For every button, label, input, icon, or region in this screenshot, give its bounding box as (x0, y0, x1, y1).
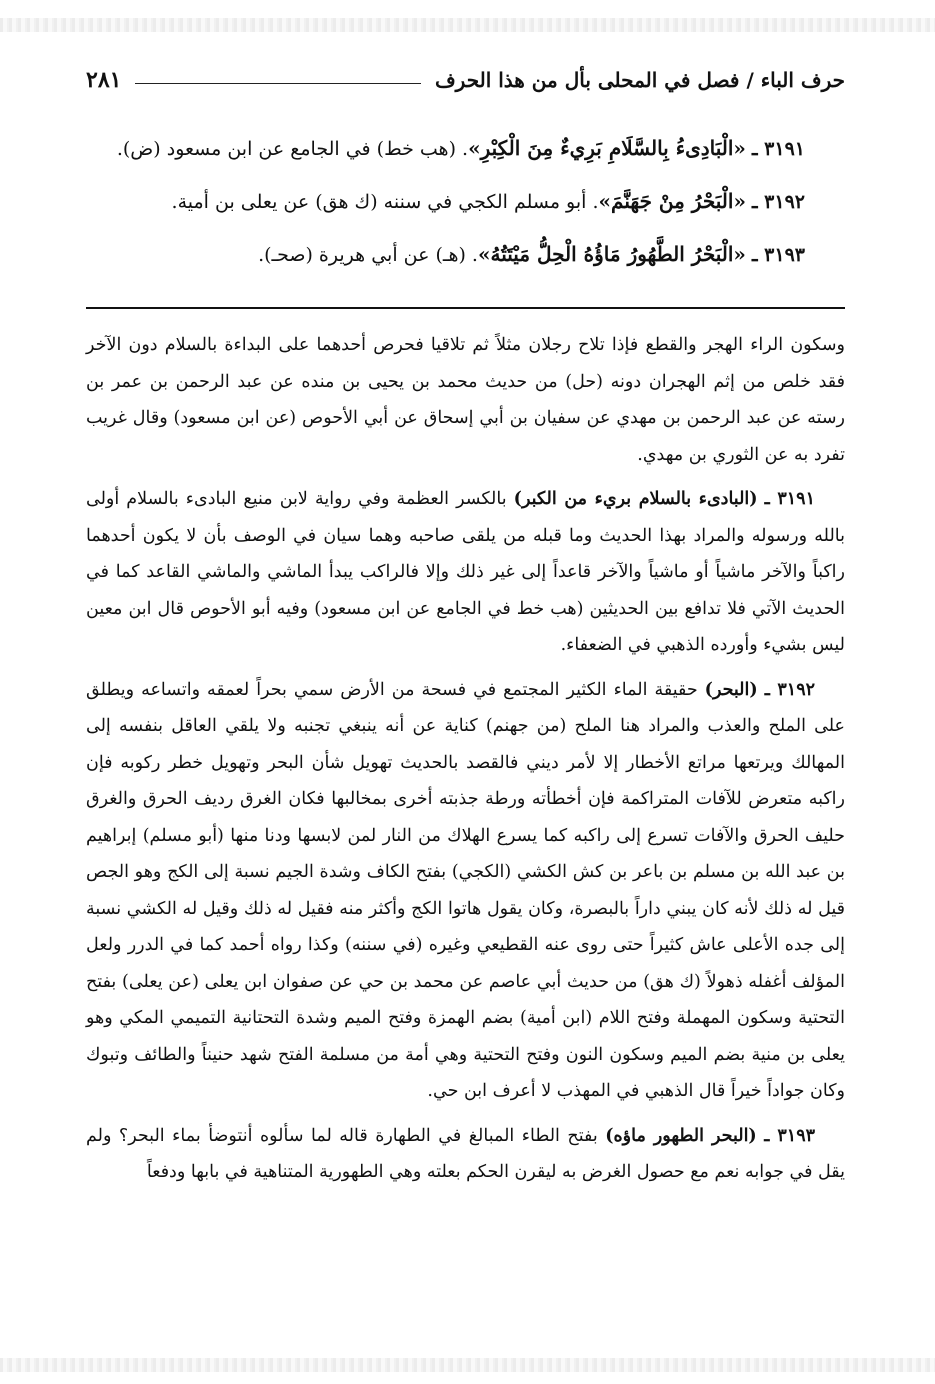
hadith-text: «الْبَحْرُ مِنْ جَهَنَّمَ» (598, 189, 746, 213)
commentary-note (86, 481, 845, 664)
hadith-entry (86, 122, 845, 175)
hadith-entry (86, 175, 845, 228)
hadith-number: ٣١٩٣ ـ (751, 244, 805, 266)
hadith-text: «الْبَادِىءُ بِالسَّلَامِ بَرِيءٌ مِنَ الْكِبْرِ» (468, 136, 746, 160)
hadith-list (86, 122, 845, 281)
hadith-source: . (هب خط) في الجامع عن ابن مسعود (ض). (116, 138, 469, 160)
note-number: ٣١٩٣ ـ (764, 1125, 816, 1146)
commentary-separator (86, 307, 845, 309)
header-rule (135, 83, 421, 84)
note-heading: (البادىء بالسلام بريء من الكبر) (513, 489, 758, 509)
note-heading: (البحر الطهور ماؤه) (605, 1125, 757, 1146)
running-header (86, 60, 845, 100)
hadith-text: «الْبَحْرُ الطَّهُورُ مَاؤُهُ الْحِلُّ مَيْتَتُهُ» (477, 242, 746, 266)
hadith-entry (86, 228, 845, 281)
commentary (86, 327, 845, 1191)
note-text: حقيقة الماء الكثير المجتمع في فسحة من الأرض سمي بحراً لعمقه واتساعه ويطلق على الملح والعذب والمراد هنا الملح (من جهنم) كناية عن أنه ينبغي تجنبه ولا يلقي العاقل بنفسه إلى المهالك ويرتعها مراتع الأخطار إلا لأمر ديني فالقصد بالحديث تهويل شأن البحر وتهويل خطر ركوبه فإن راكبه متعرض للآفات المتراكمة فإن أخطأته ورطة جذبته أخرى بمخالبها فكان الغرق رديف الحرق والغرق حليف الحرق والآفات تسرع إلى راكبه كما يسرع الهلاك من النار لمن لابسها ودنا منها (أبو مسلم) إبراهيم بن عبد الله بن مسلم بن باعر بن كش الكشي (الكجي) بفتح الكاف وشدة الجيم نسبة إلى الكج وهو الجص قيل له ذلك لأنه كان يبني داراً بالبصرة، وكان يقول هاتوا الكج وأكثر منه فقيل له ذلك وقيل له الكشي نسبة إلى جده الأعلى عاش كثيراً حتى روى عنه القطيعي وغيره (في سننه) وكذا رواه أحمد كما في الدرر ولعل المؤلف أغفله ذهولاً (ك هق) من حديث أبي عاصم عن محمد بن حي عن صفوان ابن يعلى (عن يعلى) بفتح التحتية وسكون المهملة وفتح اللام (ابن أمية) بضم الهمزة وفتح الميم وشدة التحتانية التميمي المكي وهو يعلى بن منية بضم الميم وسكون النون وفتح التحتية وهي أمة من مسلمة الفتح شهد حنيناً والطائف وتبوك وكان جواداً خيراً قال الذهبي في المهذب لا أعرف ابن حي. (86, 679, 845, 1101)
note-number: ٣١٩٢ ـ (764, 679, 815, 700)
page-number: ٢٨١ (86, 67, 122, 93)
note-heading: (البحر) (704, 679, 758, 700)
scan-noise-top (0, 18, 935, 32)
chapter-title: حرف الباء / فصل في المحلى بأل من هذا الحرف (434, 68, 845, 92)
hadith-source: . أبو مسلم الكجي في سننه (ك هق) عن يعلى بن أمية. (171, 191, 599, 213)
scan-noise-bottom (0, 1358, 935, 1372)
hadith-source: . (هـ) عن أبي هريرة (صحـ). (258, 244, 478, 266)
hadith-number: ٣١٩٢ ـ (751, 191, 805, 213)
note-text: بفتح الطاء المبالغ في الطهارة قاله لما سألوه أنتوضأ بماء البحر؟ ولم يقل في جوابه نعم مع حصول الغرض به ليقرن الحكم بعلته وهي الطهورية المتناهية في بابها ودفعاً (86, 1125, 845, 1182)
note-number: ٣١٩١ ـ (764, 489, 815, 509)
commentary-note (86, 672, 845, 1110)
hadith-number: ٣١٩١ ـ (751, 138, 805, 160)
commentary-note (86, 1118, 845, 1191)
note-text: بالكسر العظمة وفي رواية لابن منيع البادىء بالسلام أولى بالله ورسوله والمراد بهذا الحديث وما قبله من يلقى صاحبه وهما سيان في الوصف بأن لا يكون أحدهما راكباً والآخر ماشياً أو ماشياً والآخر قاعداً إلى غير ذلك وإلا فالراكب يبدأ الماشي والماشي القاعد كما في الحديث الآتي فلا تدافع بين الحديثين (هب خط في الجامع عن ابن مسعود) وفيه أبو الأحوص قال ابن معين ليس بشيء وأورده الذهبي في الضعفاء. (86, 489, 845, 655)
commentary-intro: وسكون الراء الهجر والقطع فإذا تلاح رجلان مثلاً ثم تلاقيا فحرص أحدهما على البداءة بالسلام دون الآخر فقد خلص من إثم الهجران دونه (حل) من حديث محمد بن يحيى بن منده عن عبد الرحمن بن عمر بن رسته عن عبد الرحمن بن مهدي عن سفيان بن أبي إسحاق عن أبي الأحوص (عن ابن مسعود) وقال غريب تفرد به عن الثوري بن مهدي. (86, 335, 845, 465)
